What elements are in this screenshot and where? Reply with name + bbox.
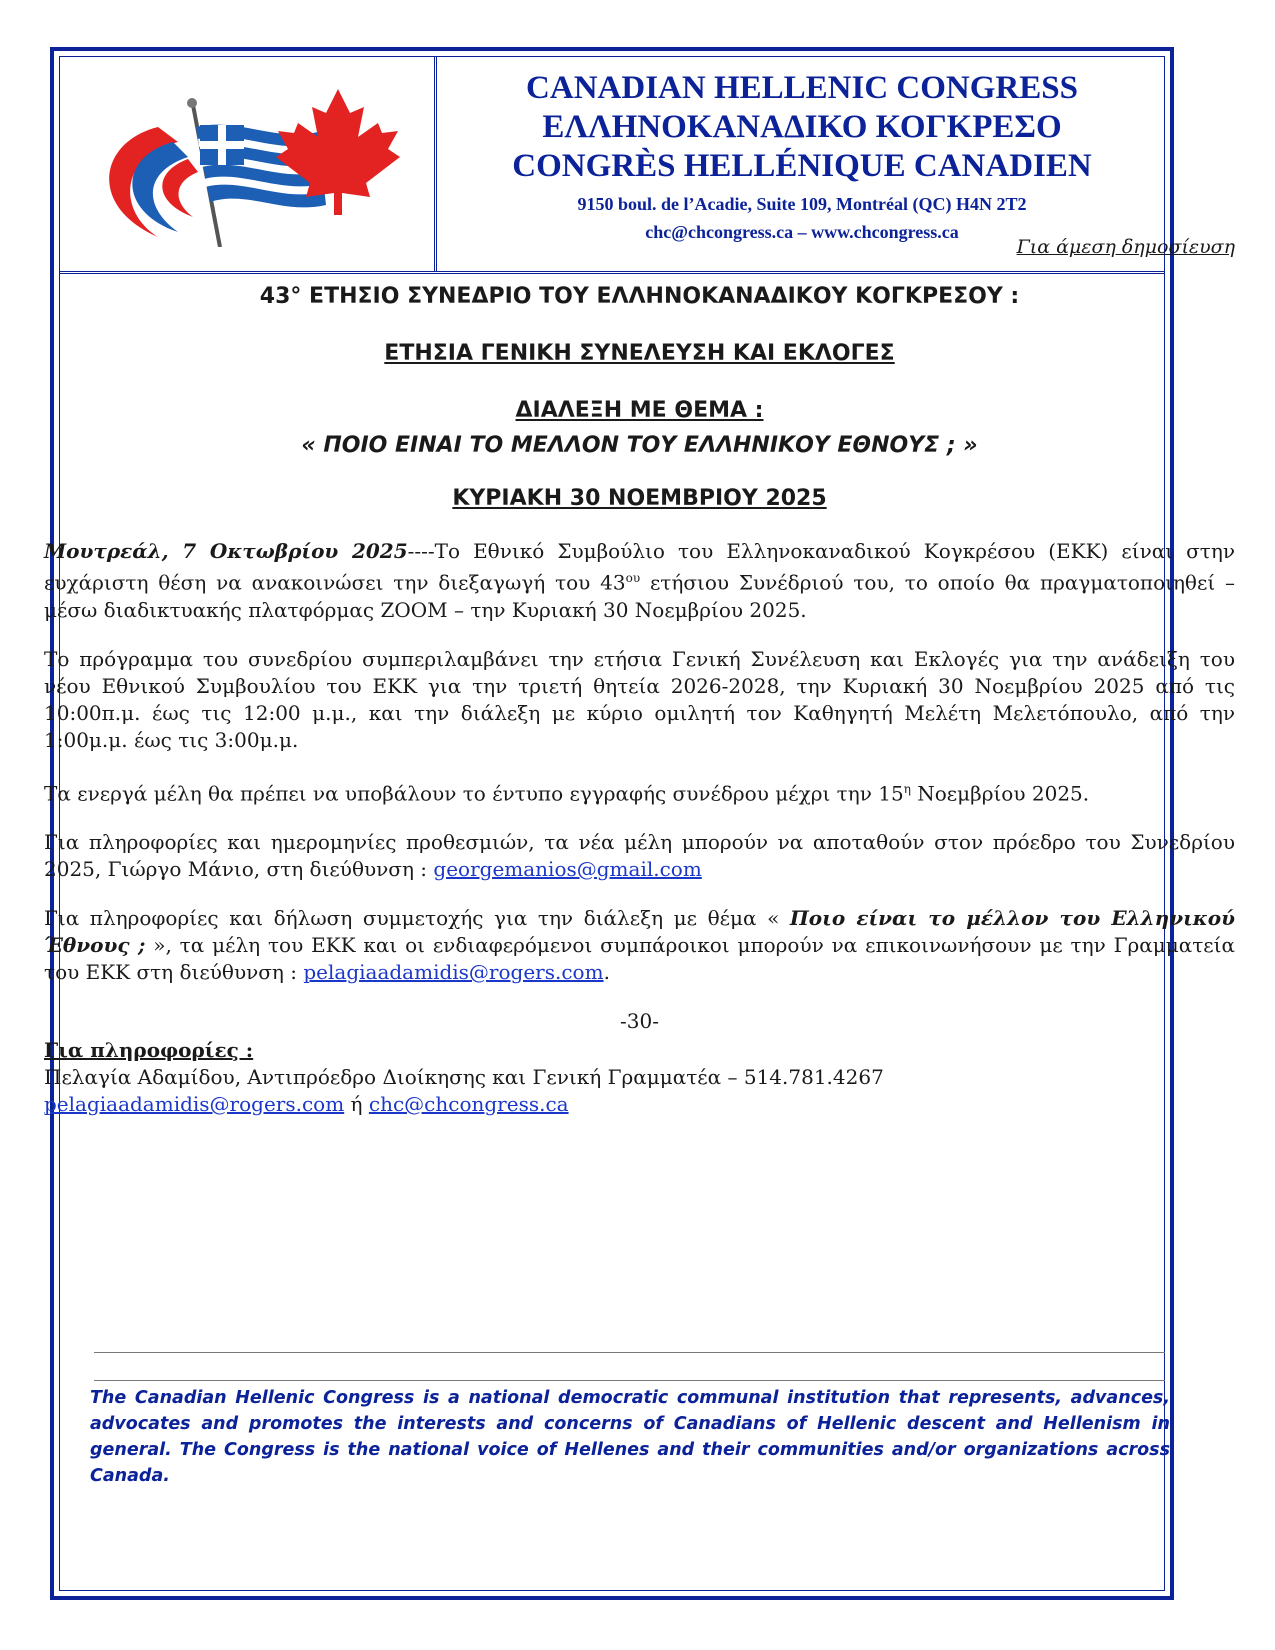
dateline: Μουτρεάλ, 7 Οκτωβρίου 2025	[44, 539, 408, 563]
org-address: 9150 boul. de l’Acadie, Suite 109, Montréal (QC) H4N 2T2	[577, 194, 1027, 214]
heading-lecture: ΔΙΑΛΕΞΗ ΜΕ ΘΕΜΑ :	[515, 398, 764, 423]
footer-divider-top	[94, 1352, 1165, 1353]
paragraph-new-members	[44, 829, 1235, 883]
p1-superscript: ου	[625, 571, 641, 585]
org-name-french: CONGRÈS HELLÉNIQUE CANADIEN	[512, 148, 1092, 184]
org-name-greek: ΕΛΛΗΝΟΚΑΝΑΔΙΚΟ ΚΟΓΚΡΕΣΟ	[542, 109, 1062, 145]
p5-text-a: Για πληροφορίες και δήλωση συμμετοχής για την διάλεξη με θέμα «	[44, 906, 790, 931]
paragraph-lecture-info	[44, 905, 1235, 986]
release-note: Για άμεση δημοσίευση	[1016, 236, 1235, 258]
email-link-manios[interactable]: georgemanios@gmail.com	[433, 857, 702, 882]
org-name-english: CANADIAN HELLENIC CONGRESS	[526, 70, 1078, 106]
paragraph-registration	[44, 776, 1235, 808]
lecture-title: Ποιο είναι το μέλλον του Ελληνικού Έθνους ;	[44, 906, 1235, 958]
paragraph-announcement	[44, 538, 1235, 624]
info-title: Για πληροφορίες :	[44, 1038, 254, 1063]
organization-block	[440, 57, 1164, 244]
p5-end: .	[603, 960, 610, 985]
p3-text-a: Τα ενεργά μέλη θα πρέπει να υποβάλουν το έντυπο εγγραφής συνέδρου μέχρι την 15	[44, 781, 904, 806]
footer-mission-statement: The Canadian Hellenic Congress is a national democratic communal institution that represents, advances, advocates and promotes the interests and concerns of Canadians of Hellenic descent and Hellenism in general. The Congress is the national voice of Hellenes and their communities and/or organizations across Canada.	[90, 1388, 1170, 1486]
p1-text-b: ετήσιου Συνέδριού του, το οποίο θα πραγματοποιηθεί – μέσω διαδικτυακής πλατφόρμας ZOOM – την Κυριακή 30 Νοεμβρίου 2025.	[44, 570, 1235, 622]
chc-logo	[88, 87, 408, 247]
press-release-body	[44, 228, 1235, 1118]
heading-assembly: ΕΤΗΣΙΑ ΓΕΝΙΚΗ ΣΥΝΕΛΕΥΣΗ ΚΑΙ ΕΚΛΟΓΕΣ	[384, 341, 895, 366]
p3-text-b: Νοεμβρίου 2025.	[910, 781, 1090, 806]
p1-text-a: ----Το Εθνικό Συμβούλιο του Ελληνοκαναδικού Κογκρέσου (ΕΚΚ) είναι στην ευχάριστη θέση να ανακοινώσει την διεξαγωγή του 43	[44, 539, 1235, 595]
heading-date: ΚΥΡΙΑΚΗ 30 ΝΟΕΜΒΡΙΟΥ 2025	[452, 486, 827, 511]
p3-superscript: η	[903, 781, 911, 796]
info-emails	[44, 1091, 1235, 1118]
paragraph-program: Το πρόγραμμα του συνεδρίου συμπεριλαμβάνει την ετήσια Γενική Συνέλευση και Εκλογές για την ανάδειξη του νέου Εθνικού Συμβουλίου του ΕΚΚ για την τριετή θητεία 2026-2028, την Κυριακή 30 Νοεμβρίου 2025 από τις 10:00π.μ. έως τις 12:00 μ.μ., και την διάλεξη με κύριο ομιλητή τον Καθηγητή Μελέτη Μελετόπουλο, από την 1:00μ.μ. έως τις 3:00μ.μ.	[44, 646, 1235, 752]
footer-divider-bottom	[94, 1380, 1165, 1381]
p5-text-b: », τα μέλη του ΕΚΚ και οι ενδιαφερόμενοι συμπάροικοι μπορούν να επικοινωνήσουν με την Γραμματεία του ΕΚΚ στη διεύθυνση :	[44, 933, 1235, 985]
p4-text: Για πληροφορίες και ημερομηνίες προθεσμιών, τα νέα μέλη μπορούν να αποταθούν στον πρόεδρο του Συνεδρίου 2025, Γιώργο Μάνιο, στη διεύθυνση :	[44, 830, 1235, 882]
email-link-secretariat[interactable]: pelagiaadamidis@rogers.com	[303, 960, 604, 985]
heading-congress: 43° ΕΤΗΣΙΟ ΣΥΝΕΔΡΙΟ ΤΟΥ ΕΛΛΗΝΟΚΑΝΑΔΙΚΟΥ ΚΟΓΚΡΕΣΟΥ :	[259, 284, 1020, 309]
info-person: Πελαγία Αδαμίδου, Αντιπρόεδρο Διοίκησης και Γενική Γραμματέα – 514.781.4267	[44, 1065, 884, 1090]
info-or: ή	[344, 1092, 369, 1117]
org-contact: chc@chcongress.ca – www.chcongress.ca	[645, 222, 959, 242]
end-mark: -30-	[620, 1009, 659, 1034]
heading-lecture-topic: « ΠΟΙΟ ΕΙΝΑΙ ΤΟ ΜΕΛΛΟΝ ΤΟΥ ΕΛΛΗΝΙΚΟΥ ΕΘΝΟΥΣ ; »	[301, 433, 978, 458]
email-link-pelagia[interactable]: pelagiaadamidis@rogers.com	[44, 1092, 345, 1117]
email-link-chc[interactable]: chc@chcongress.ca	[368, 1092, 569, 1117]
